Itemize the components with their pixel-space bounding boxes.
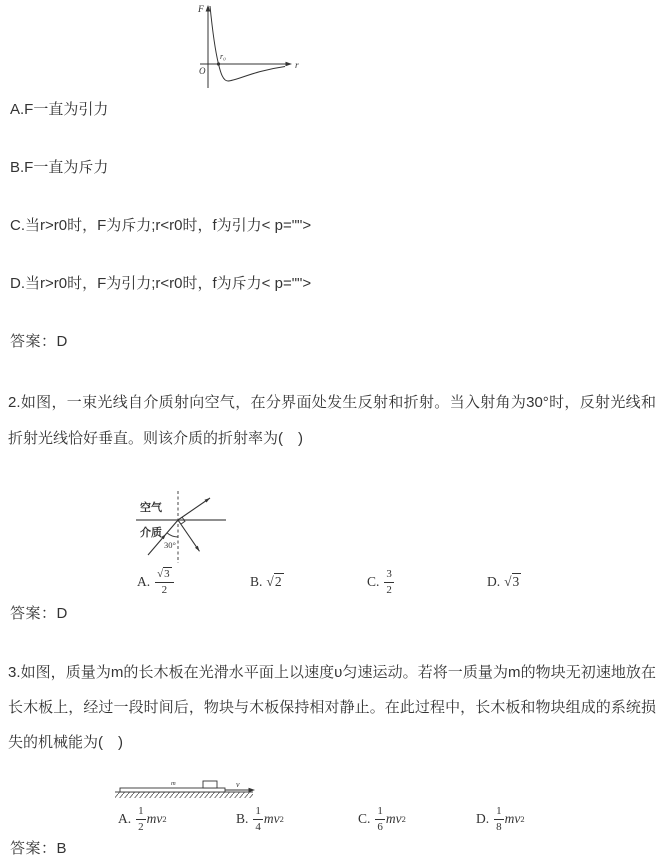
q1-option-a: A.F一直为引力 xyxy=(10,101,109,118)
board-mass-label: m xyxy=(171,780,176,787)
q3-option-a-label: A. xyxy=(118,811,132,826)
q2-option-a-label: A. xyxy=(137,574,151,589)
q3-answer-label: 答案： xyxy=(10,840,57,857)
q2-option-c-numerator: 3 xyxy=(384,568,394,583)
q2-option-d-label: D. xyxy=(487,574,501,589)
denominator: 6 xyxy=(377,820,383,833)
q3-option-c: C. $\frac{1}{6}$ mv 2 xyxy=(358,804,406,833)
q3-answer-line xyxy=(10,839,67,859)
q3-options-row xyxy=(0,803,662,835)
reflected-ray xyxy=(178,520,200,551)
q3-option-d-fraction xyxy=(494,805,504,833)
q2-option-a xyxy=(137,566,175,598)
q1-answer-label: 答案： xyxy=(10,333,57,350)
y-axis-arrow-icon xyxy=(206,5,211,12)
q2-option-a-fraction xyxy=(155,568,174,596)
denominator: 4 xyxy=(255,820,261,833)
q1-option-b: B.F一直为斥力 xyxy=(10,159,109,176)
force-distance-graph xyxy=(195,2,305,94)
q1-answer-line xyxy=(10,332,68,352)
q3-option-d-label: D. xyxy=(476,811,490,826)
refraction-diagram xyxy=(133,488,268,568)
q1-option-c: C.当r>r0时，F为斥力;r<r0时，f为引力< p=""> xyxy=(10,217,312,234)
q3-option-d: D. $\frac{1}{8}$ mv 2 xyxy=(476,804,525,833)
q3-option-b: B. $\frac{1}{4}$ mv 2 xyxy=(236,804,284,833)
q2-option-d xyxy=(487,566,521,598)
denominator: 8 xyxy=(496,820,502,833)
q2-option-a-denominator: 2 xyxy=(161,583,168,596)
q2-option-c-denominator: 2 xyxy=(386,583,392,596)
denominator: 2 xyxy=(138,820,144,833)
graph-r-label: r xyxy=(295,61,299,71)
q2-answer-label: 答案： xyxy=(10,605,57,622)
q3-option-c-label: C. xyxy=(358,811,371,826)
q3-option-d-variable: mv xyxy=(504,811,521,826)
numerator: 1 xyxy=(375,805,385,820)
force-curve xyxy=(210,6,285,81)
q2-option-c xyxy=(367,566,395,598)
q2-options-row xyxy=(0,566,662,598)
sqrt-sign: √ xyxy=(157,567,164,580)
q3-option-c-fraction xyxy=(375,805,385,833)
numerator: 1 xyxy=(136,805,146,820)
graph-origin-label: O xyxy=(199,66,206,76)
block xyxy=(203,781,217,788)
board-block-diagram xyxy=(113,776,261,803)
q3-answer-value: B xyxy=(56,840,68,857)
q2-option-b-label: B. xyxy=(250,574,263,589)
ground-hatching xyxy=(115,792,253,798)
q1-option-d: D.当r>r0时，F为引力;r<r0时，f为斥力< p=""> xyxy=(10,275,312,292)
angle-arc xyxy=(167,533,178,537)
q3-option-b-variable: mv xyxy=(263,811,280,826)
q3-option-a: A. $\frac{1}{2}$ mv 2 xyxy=(118,804,167,833)
sqrt-sign: √ xyxy=(504,574,512,589)
q2-option-c-fraction xyxy=(384,568,394,596)
q2-option-b-radicand: 2 xyxy=(274,574,282,589)
numerator: 1 xyxy=(494,805,504,820)
q3-option-b-fraction xyxy=(253,805,263,833)
q3-option-a-variable: mv xyxy=(146,811,163,826)
q2-question-text: 2.如图，一束光线自介质射向空气，在分界面处发生反射和折射。当入射角为30°时，反射光线和折射光线恰好垂直。则该介质的折射率为( ) xyxy=(8,394,656,447)
graph-r0-label: r₀ xyxy=(220,52,226,61)
q2-option-c-label: C. xyxy=(367,574,380,589)
refracted-ray xyxy=(178,498,210,520)
sqrt-sign: √ xyxy=(266,574,274,589)
q3-option-a-fraction xyxy=(136,805,146,833)
q1-answer-value: D xyxy=(56,333,68,350)
q2-option-b xyxy=(250,566,284,598)
x-axis-arrow-icon xyxy=(286,62,293,67)
numerator: 1 xyxy=(253,805,263,820)
graph-f-label: F xyxy=(198,5,204,15)
q3-option-b-label: B. xyxy=(236,811,249,826)
q2-answer-value: D xyxy=(56,605,68,622)
medium-label: 介质 xyxy=(140,527,162,539)
q2-option-d-radicand: 3 xyxy=(512,574,520,589)
air-label: 空气 xyxy=(140,502,162,514)
q2-answer-line xyxy=(10,604,68,624)
q3-question-text: 3.如图，质量为m的长木板在光滑水平面上以速度υ匀速运动。若将一质量为m的物块无初速地放在长木板上，经过一段时间后，物块与木板保持相对静止。在此过程中，长木板和物块组成的系统损失的机械能为( ) xyxy=(8,664,656,751)
velocity-label: v xyxy=(236,780,240,789)
long-board xyxy=(120,788,225,792)
angle-30-label: 30° xyxy=(164,540,176,550)
r0-point xyxy=(217,62,220,65)
q2-option-a-radicand: 3 xyxy=(164,567,170,580)
q3-option-c-variable: mv xyxy=(385,811,402,826)
